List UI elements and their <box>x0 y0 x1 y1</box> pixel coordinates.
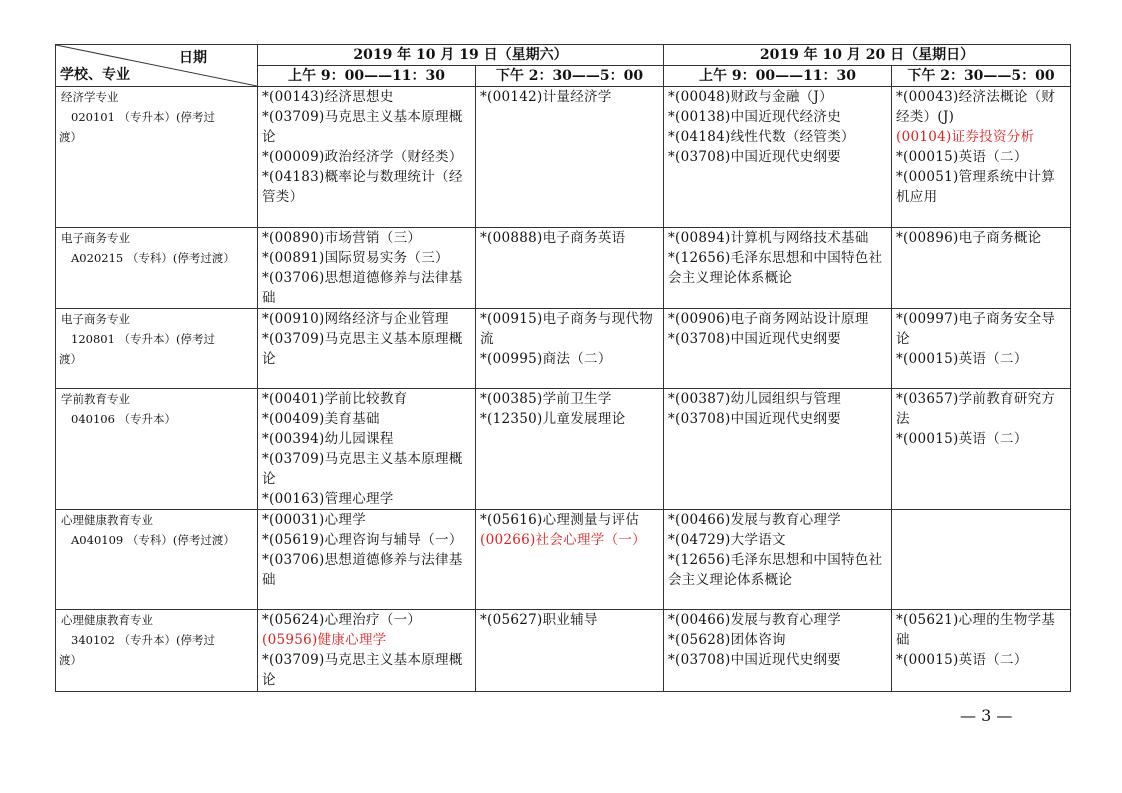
course-item: *(00142)计量经济学 <box>480 89 612 105</box>
header-row-dates <box>56 45 1071 66</box>
course-item: (05956)健康心理学 <box>262 632 387 648</box>
course-item: *(00894)计算机与网络技术基础 <box>668 230 869 246</box>
course-item: *(00015)英语（二） <box>896 149 1028 165</box>
date-header-label: 日期 <box>179 50 207 66</box>
session-cell-d1am <box>258 309 476 389</box>
course-item: *(00048)财政与金融（J） <box>668 89 833 105</box>
course-item: *(00163)管理心理学 <box>262 491 394 507</box>
course-item: *(03708)中国近现代史纲要 <box>668 652 842 668</box>
course-item: *(00466)发展与教育心理学 <box>668 512 842 528</box>
course-item: *(00995)商法（二） <box>480 351 612 367</box>
session-cell-d1pm <box>476 87 664 228</box>
course-item: *(12656)毛泽东思想和中国特色社会主义理论体系概论 <box>668 250 883 286</box>
course-item: *(05628)团体咨询 <box>668 632 786 648</box>
course-item: *(03708)中国近现代史纲要 <box>668 149 842 165</box>
major-code: 020101 （专升本）(停考过 <box>71 110 216 124</box>
session-cell-d1pm <box>476 309 664 389</box>
course-item: *(05627)职业辅导 <box>480 612 598 628</box>
course-item: *(00891)国际贸易实务（三） <box>262 250 449 266</box>
session-cell-d1am <box>258 610 476 692</box>
course-item: *(00138)中国近现代经济史 <box>668 109 842 125</box>
table-row <box>56 87 1071 228</box>
table-row <box>56 309 1071 389</box>
course-item: *(05616)心理测量与评估 <box>480 512 640 528</box>
major-cell <box>56 228 258 309</box>
major-cell <box>56 510 258 610</box>
course-item: *(03657)学前教育研究方法 <box>896 391 1056 427</box>
school-major-header-label: 学校、专业 <box>60 67 130 83</box>
session-cell-d2pm <box>892 228 1071 309</box>
major-cell <box>56 610 258 692</box>
table-row <box>56 510 1071 610</box>
session-cell-d2am <box>664 228 892 309</box>
major-code: 120801 （专升本）(停考过 <box>71 332 216 346</box>
session-cell-d2pm <box>892 87 1071 228</box>
course-item: *(00906)电子商务网站设计原理 <box>668 311 869 327</box>
major-name: 电子商务专业 <box>61 231 130 245</box>
course-item: *(00890)市场营销（三） <box>262 230 422 246</box>
course-item: *(00143)经济思想史 <box>262 89 394 105</box>
course-item: *(00015)英语（二） <box>896 431 1028 447</box>
course-item: *(04183)概率论与数理统计（经管类） <box>262 169 463 205</box>
session-cell-d2pm <box>892 510 1071 610</box>
course-item: *(03708)中国近现代史纲要 <box>668 331 842 347</box>
major-cell <box>56 87 258 228</box>
course-item: *(05621)心理的生物学基础 <box>896 612 1056 648</box>
course-item: *(03706)思想道德修养与法律基础 <box>262 552 463 588</box>
day2-pm-header: 下午 2：30——5：00 <box>892 66 1071 87</box>
session-cell-d1am <box>258 389 476 510</box>
course-item: (00104)证券投资分析 <box>896 129 1035 145</box>
course-item: *(12656)毛泽东思想和中国特色社会主义理论体系概论 <box>668 552 883 588</box>
session-cell-d2am <box>664 87 892 228</box>
day1-pm-header: 下午 2：30——5：00 <box>476 66 664 87</box>
major-name: 电子商务专业 <box>61 312 130 326</box>
course-item: *(03709)马克思主义基本原理概论 <box>262 451 463 487</box>
schedule-body <box>56 87 1071 692</box>
major-code: A020215 （专科）(停考过渡） <box>71 251 235 265</box>
session-cell-d1am <box>258 510 476 610</box>
major-code-continued: 渡） <box>59 130 82 144</box>
course-item: *(04729)大学语文 <box>668 532 786 548</box>
course-item: *(03708)中国近现代史纲要 <box>668 411 842 427</box>
course-item: *(00401)学前比较教育 <box>262 391 408 407</box>
major-code: 040106 （专升本） <box>71 412 177 426</box>
day2-am-header: 上午 9：00——11：30 <box>664 66 892 87</box>
course-item: *(03709)马克思主义基本原理概论 <box>262 109 463 145</box>
course-item: *(03706)思想道德修养与法律基础 <box>262 270 463 306</box>
course-item: *(00385)学前卫生学 <box>480 391 612 407</box>
major-code: 340102 （专升本）(停考过 <box>71 633 216 647</box>
session-cell-d1am <box>258 87 476 228</box>
table-row <box>56 389 1071 510</box>
major-code-continued: 渡） <box>59 653 82 667</box>
course-item: *(00015)英语（二） <box>896 652 1028 668</box>
session-cell-d1pm <box>476 510 664 610</box>
course-item: *(05619)心理咨询与辅导（一） <box>262 532 463 548</box>
day1-am-header: 上午 9：00——11：30 <box>258 66 476 87</box>
session-cell-d2am <box>664 389 892 510</box>
day1-header: 2019 年 10 月 19 日（星期六） <box>258 45 664 66</box>
course-item: *(00015)英语（二） <box>896 351 1028 367</box>
session-cell-d2pm <box>892 610 1071 692</box>
course-item: *(00466)发展与教育心理学 <box>668 612 842 628</box>
course-item: (00266)社会心理学（一） <box>480 532 646 548</box>
major-name: 心理健康教育专业 <box>61 513 153 527</box>
course-item: *(03709)马克思主义基本原理概论 <box>262 331 463 367</box>
major-cell <box>56 389 258 510</box>
major-cell <box>56 309 258 389</box>
course-item: *(00043)经济法概论（财经类）(J) <box>896 89 1056 125</box>
course-item: *(00997)电子商务安全导论 <box>896 311 1056 347</box>
day2-header: 2019 年 10 月 20 日（星期日） <box>664 45 1071 66</box>
course-item: *(00009)政治经济学（财经类） <box>262 149 463 165</box>
course-item: *(03709)马克思主义基本原理概论 <box>262 652 463 688</box>
session-cell-d2am <box>664 309 892 389</box>
session-cell-d1pm <box>476 228 664 309</box>
major-code-continued: 渡） <box>59 352 82 366</box>
course-item: *(00409)美育基础 <box>262 411 380 427</box>
table-row <box>56 228 1071 309</box>
page-number: — 3 — <box>960 706 1013 725</box>
course-item: *(05624)心理治疗（一） <box>262 612 422 628</box>
course-item: *(00910)网络经济与企业管理 <box>262 311 449 327</box>
course-item: *(00896)电子商务概论 <box>896 230 1042 246</box>
course-item: *(00051)管理系统中计算机应用 <box>896 169 1056 205</box>
course-item: *(00888)电子商务英语 <box>480 230 626 246</box>
session-cell-d1pm <box>476 389 664 510</box>
session-cell-d2pm <box>892 389 1071 510</box>
session-cell-d1pm <box>476 610 664 692</box>
exam-schedule-table <box>55 44 1071 692</box>
course-item: *(00031)心理学 <box>262 512 367 528</box>
major-name: 心理健康教育专业 <box>61 613 153 627</box>
major-name: 经济学专业 <box>61 90 119 104</box>
diagonal-header-cell <box>56 45 258 87</box>
course-item: *(04184)线性代数（经管类） <box>668 129 855 145</box>
session-cell-d2pm <box>892 309 1071 389</box>
major-name: 学前教育专业 <box>61 392 130 406</box>
course-item: *(12350)儿童发展理论 <box>480 411 626 427</box>
major-code: A040109 （专科）(停考过渡） <box>71 533 235 547</box>
session-cell-d2am <box>664 510 892 610</box>
course-item: *(00915)电子商务与现代物流 <box>480 311 654 347</box>
course-item: *(00394)幼儿园课程 <box>262 431 394 447</box>
session-cell-d1am <box>258 228 476 309</box>
course-item: *(00387)幼儿园组织与管理 <box>668 391 842 407</box>
table-row <box>56 610 1071 692</box>
session-cell-d2am <box>664 610 892 692</box>
